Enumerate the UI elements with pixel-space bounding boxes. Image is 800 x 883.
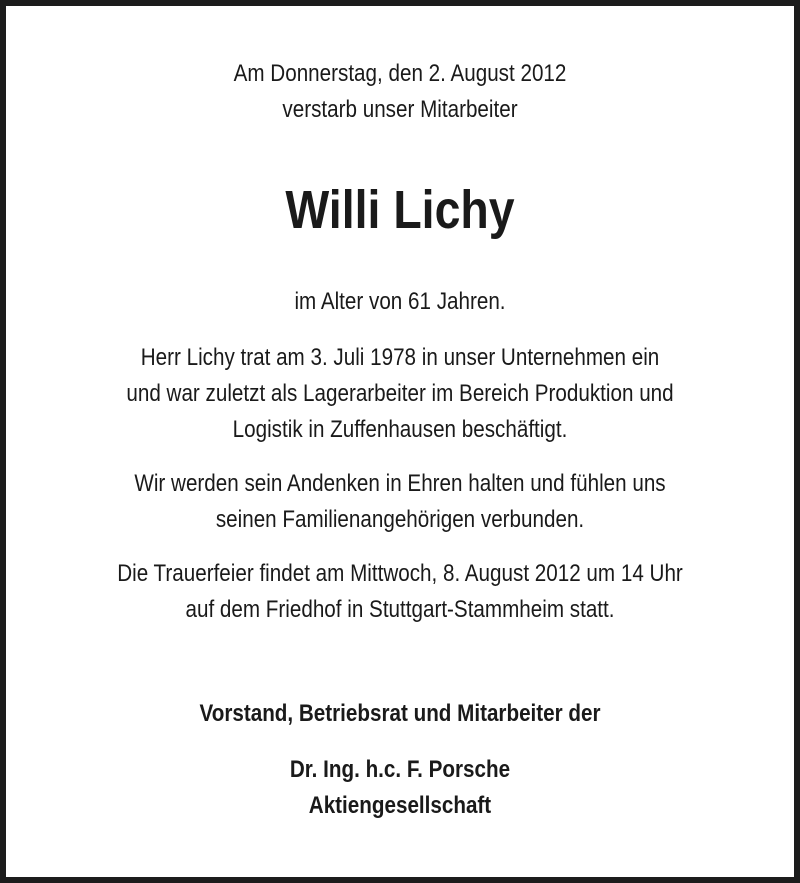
company-name-line: Aktiengesellschaft (308, 792, 492, 819)
intro-date-line: Am Donnerstag, den 2. August 2012 (233, 60, 567, 87)
funeral-line: Die Trauerfeier findet am Mittwoch, 8. August 2012 um 14 Uhr (117, 560, 683, 587)
career-line: Herr Lichy trat am 3. Juli 1978 in unser Unternehmen ein (140, 344, 660, 371)
remembrance-line: Wir werden sein Andenken in Ehren halten und fühlen uns (134, 470, 666, 497)
intro-block (6, 56, 794, 128)
funeral-line: auf dem Friedhof in Stuttgart-Stammheim statt. (185, 596, 615, 623)
deceased-name: Willi Lichy (285, 180, 515, 240)
remembrance-line: seinen Familienangehörigen verbunden. (215, 506, 585, 533)
company-name-line: Dr. Ing. h.c. F. Porsche (289, 756, 511, 783)
age-line: im Alter von 61 Jahren. (294, 288, 506, 315)
age-block (6, 284, 794, 320)
deceased-name-block (6, 178, 794, 242)
intro-passed-line: verstarb unser Mitarbeiter (282, 96, 518, 123)
signature-board (6, 696, 794, 732)
career-line: und war zuletzt als Lagerarbeiter im Bereich Produktion und (126, 380, 674, 407)
signature-board-line: Vorstand, Betriebsrat und Mitarbeiter der (199, 700, 601, 727)
remembrance-paragraph (6, 466, 794, 538)
signature-company (6, 752, 794, 824)
career-paragraph (6, 340, 794, 448)
career-line: Logistik in Zuffenhausen beschäftigt. (232, 416, 568, 443)
funeral-paragraph (6, 556, 794, 628)
